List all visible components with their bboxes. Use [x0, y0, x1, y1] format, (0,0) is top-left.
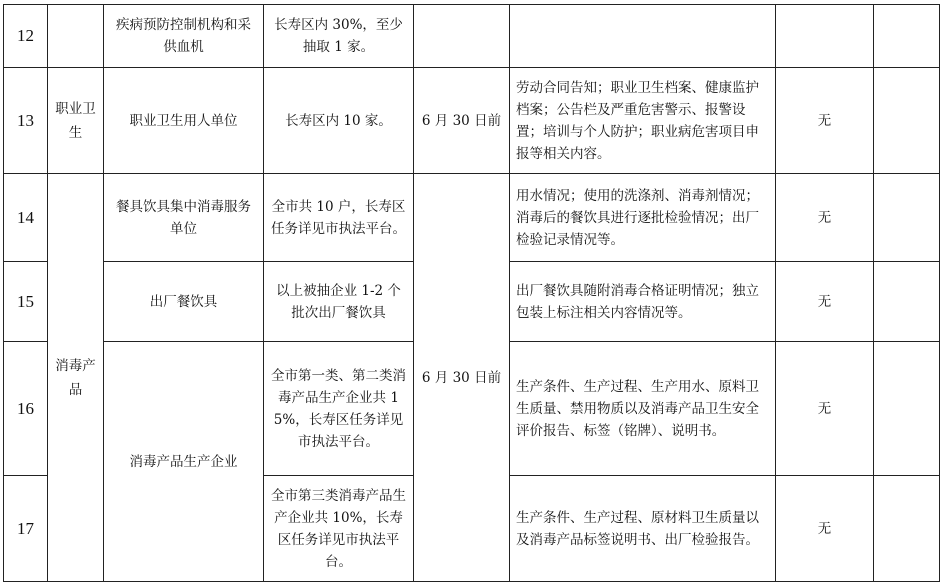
content-cell: 用水情况；使用的洗涤剂、消毒剂情况；消毒后的餐饮具进行逐批检验情况；出厂检验记录情况等。 [510, 174, 776, 262]
scope-cell: 长寿区内 10 家。 [264, 68, 414, 174]
extra-cell [874, 476, 940, 582]
table-row [4, 5, 940, 68]
row-number: 16 [4, 342, 48, 476]
extra-cell [874, 342, 940, 476]
target-cell: 职业卫生用人单位 [104, 68, 264, 174]
target-cell: 出厂餐饮具 [104, 262, 264, 342]
content-cell: 生产条件、生产过程、生产用水、原料卫生质量、禁用物质以及消毒产品卫生安全评价报告、标签（铭牌）、说明书。 [510, 342, 776, 476]
scope-cell: 全市第一类、第二类消毒产品生产企业共 15%，长寿区任务详见市执法平台。 [264, 342, 414, 476]
content-cell [510, 5, 776, 68]
extra-cell [874, 68, 940, 174]
scope-cell: 全市第三类消毒产品生产企业共 10%，长寿区任务详见市执法平台。 [264, 476, 414, 582]
note-cell: 无 [776, 68, 874, 174]
category-cell: 职业卫生 [48, 68, 104, 174]
row-number: 12 [4, 5, 48, 68]
extra-cell [874, 262, 940, 342]
inspection-task-table [3, 4, 940, 582]
note-cell: 无 [776, 262, 874, 342]
scope-cell: 以上被抽企业 1-2 个批次出厂餐饮具 [264, 262, 414, 342]
content-cell: 劳动合同告知；职业卫生档案、健康监护档案；公告栏及严重危害警示、报警设置；培训与个人防护；职业病危害项目申报等相关内容。 [510, 68, 776, 174]
target-cell: 消毒产品生产企业 [104, 342, 264, 582]
target-cell: 餐具饮具集中消毒服务单位 [104, 174, 264, 262]
scope-cell: 长寿区内 30%，至少抽取 1 家。 [264, 5, 414, 68]
category-cell: 消毒产品 [48, 174, 104, 582]
row-number: 15 [4, 262, 48, 342]
target-cell: 疾病预防控制机构和采供血机 [104, 5, 264, 68]
row-number: 17 [4, 476, 48, 582]
category-cell [48, 5, 104, 68]
note-cell: 无 [776, 342, 874, 476]
note-cell [776, 5, 874, 68]
table-row [4, 174, 940, 262]
deadline-cell: 6 月 30 日前 [414, 68, 510, 174]
deadline-cell [414, 5, 510, 68]
content-cell: 出厂餐饮具随附消毒合格证明情况；独立包装上标注相关内容情况等。 [510, 262, 776, 342]
extra-cell [874, 174, 940, 262]
extra-cell [874, 5, 940, 68]
note-cell: 无 [776, 174, 874, 262]
row-number: 14 [4, 174, 48, 262]
deadline-cell: 6 月 30 日前 [414, 174, 510, 582]
row-number: 13 [4, 68, 48, 174]
table-row [4, 68, 940, 174]
scope-cell: 全市共 10 户，长寿区任务详见市执法平台。 [264, 174, 414, 262]
content-cell: 生产条件、生产过程、原材料卫生质量以及消毒产品标签说明书、出厂检验报告。 [510, 476, 776, 582]
note-cell: 无 [776, 476, 874, 582]
